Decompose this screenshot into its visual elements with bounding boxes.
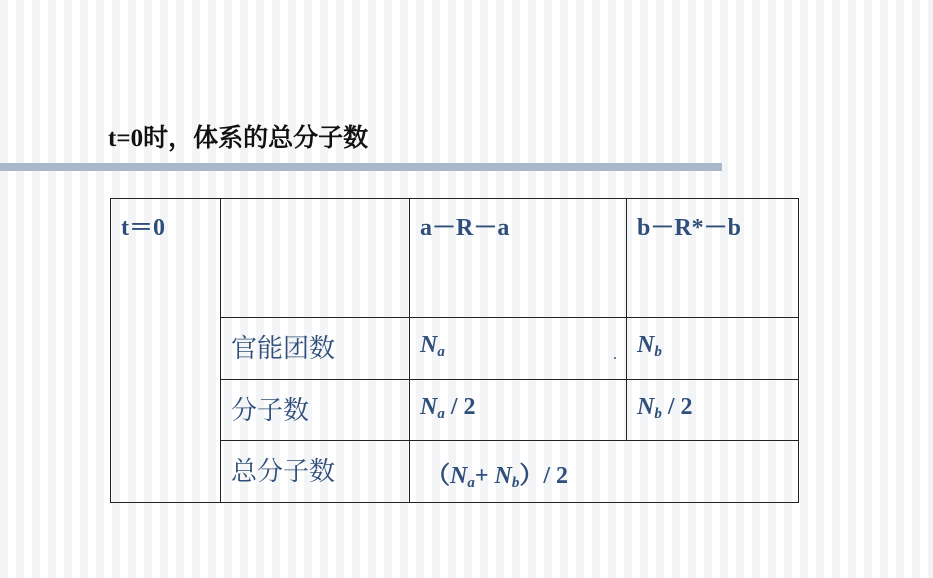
row-label-molecules: 分子数 bbox=[221, 380, 410, 441]
cell-total-molecules: $(N_a+ N_b)/$ 2 bbox=[410, 441, 799, 503]
time-cell: t＝0 bbox=[111, 199, 221, 503]
table-header-row bbox=[111, 199, 799, 318]
title-underline-bar bbox=[0, 163, 722, 171]
col-header-a: a－R－a bbox=[410, 199, 627, 318]
col-header-b: b－R*－b bbox=[627, 199, 799, 318]
row-label-total-molecules: 总分子数 bbox=[221, 441, 410, 503]
cell-a-molecules: $N_a / 2$ bbox=[410, 380, 627, 441]
cell-a-functional-groups: $N_a$ bbox=[410, 318, 627, 380]
row-label-functional-groups: 官能团数 bbox=[221, 318, 410, 380]
cell-b-functional-groups: $N_b$ bbox=[627, 318, 799, 380]
stray-dot bbox=[614, 357, 616, 359]
empty-header-cell bbox=[221, 199, 410, 318]
slide-title: t=0时，体系的总分子数 bbox=[108, 125, 369, 152]
cell-b-molecules: $N_b / 2$ bbox=[627, 380, 799, 441]
molecule-count-table bbox=[110, 198, 799, 503]
